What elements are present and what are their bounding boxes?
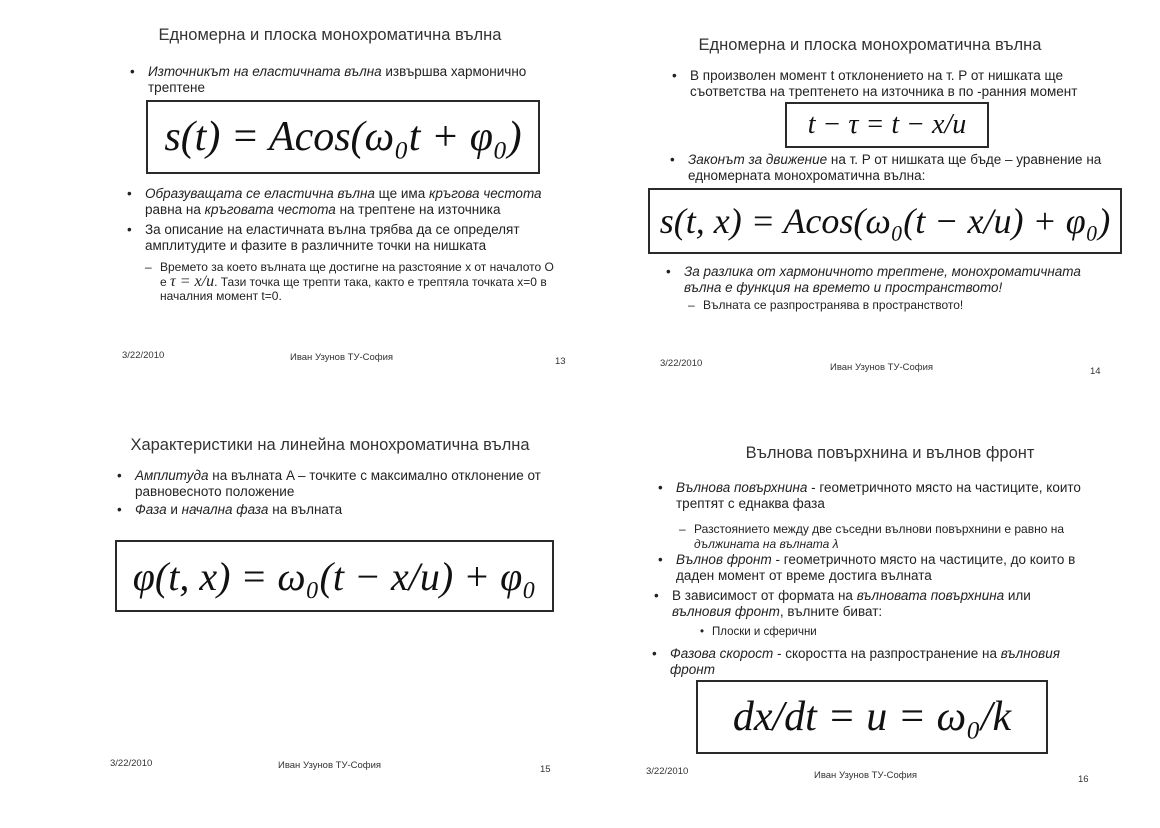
bullet-amplitude: • Амплитуда на вълната A – точките с максимално отклонение от равновесното положение xyxy=(117,468,541,499)
bullet-law: • Законът за движение на т. P от нишката ще бъде – уравнение на едномерната монохроматична вълна: xyxy=(670,152,1102,183)
bullet-source: • Източникът на еластичната вълна извършва хармонично трептене xyxy=(130,64,527,95)
slide-16 xyxy=(630,428,1160,828)
footer-date: 3/22/2010 xyxy=(110,758,153,769)
formula-box-wave xyxy=(648,188,1122,254)
formula-box-velocity xyxy=(696,680,1048,754)
footer-date: 3/22/2010 xyxy=(122,350,165,361)
slide-title: Вълнова повърхнина и вълнов фронт xyxy=(745,444,1035,462)
page-number: 14 xyxy=(1090,366,1101,377)
slide-15 xyxy=(90,418,650,818)
footer-date: 3/22/2010 xyxy=(660,358,703,369)
sub-bullet-plane-spherical: • Плоски и сферични xyxy=(700,626,817,638)
slide-title: Характеристики на линейна монохроматична вълна xyxy=(130,436,530,454)
formula: s(t) = Acos(ω₀t + φ₀) xyxy=(164,114,522,160)
bullet-wave-front: • Вълнов фронт - геометричното място на частиците, до които в даден момент от време достига вълната xyxy=(658,552,1076,583)
formula-box-delay xyxy=(785,102,989,148)
sub-bullet-wavelength: – Разстоянието между две съседни вълнови повърхнини е равно на дължината на вълната λ xyxy=(679,522,1065,551)
bullet-phase: • Фаза и начална фаза на вълната xyxy=(117,502,343,517)
bullet-difference: • За разлика от хармоничното трептене, монохроматичната вълна е функция на времето и пространството! xyxy=(666,264,1081,295)
footer-date: 3/22/2010 xyxy=(646,766,689,777)
slide-title: Едномерна и плоска монохроматична вълна xyxy=(698,36,1042,54)
page-number: 13 xyxy=(555,356,566,367)
slide-14 xyxy=(640,18,1160,418)
formula-phase: φ(t, x) = ω₀(t − x/u) + φ₀ xyxy=(132,553,537,599)
page-number: 16 xyxy=(1078,774,1089,785)
sub-bullet-time: – Времето за което вълната ще достигне на разстояние x от началото O е τ = x/u. Тази точка ще трепти така, както е трептяла точката x=0 в началния момент t=0. xyxy=(145,260,554,303)
slide-title: Едномерна и плоска монохроматична вълна xyxy=(158,26,502,44)
bullet-moment: • В произволен момент t отклонението на т. P от нишката ще съответства на трептенето на източника в по -ранния момент xyxy=(672,68,1078,99)
bullet-phase-velocity: • Фазова скорост - скоростта на разпространение на вълновия фронт xyxy=(652,646,1060,677)
footer-author: Иван Узунов ТУ-София xyxy=(814,770,918,781)
formula-delay: t − τ = t − x/u xyxy=(807,109,967,140)
bullet-wave-surface: • Вълнова повърхнина - геометричното място на частиците, които трептят с еднаква фаза xyxy=(658,480,1081,511)
footer-author: Иван Узунов ТУ-София xyxy=(290,352,394,363)
footer-author: Иван Узунов ТУ-София xyxy=(278,760,382,771)
slide-13 xyxy=(100,10,660,410)
page-number: 15 xyxy=(540,764,551,775)
bullet-description: • За описание на еластичната вълна трябва да се определят амплитудите и фазите в различните точки на нишката xyxy=(127,222,520,253)
formula-box-phase xyxy=(115,540,554,612)
sub-bullet-propagation: – Вълната се разпространява в пространството! xyxy=(688,298,964,312)
bullet-types: • В зависимост от формата на вълновата повърхнина или вълновия фронт, вълните биват: xyxy=(654,588,1031,619)
footer-author: Иван Узунов ТУ-София xyxy=(830,362,934,373)
formula-velocity: dx/dt = u = ω₀/k xyxy=(732,694,1012,740)
bullet-wave: • Образуващата се еластична вълна ще има кръгова честота равна на кръговата честота на трептене на източника xyxy=(127,186,542,217)
formula-wave: s(t, x) = Acos(ω₀(t − x/u) + φ₀) xyxy=(659,201,1111,241)
formula-box xyxy=(146,100,540,174)
